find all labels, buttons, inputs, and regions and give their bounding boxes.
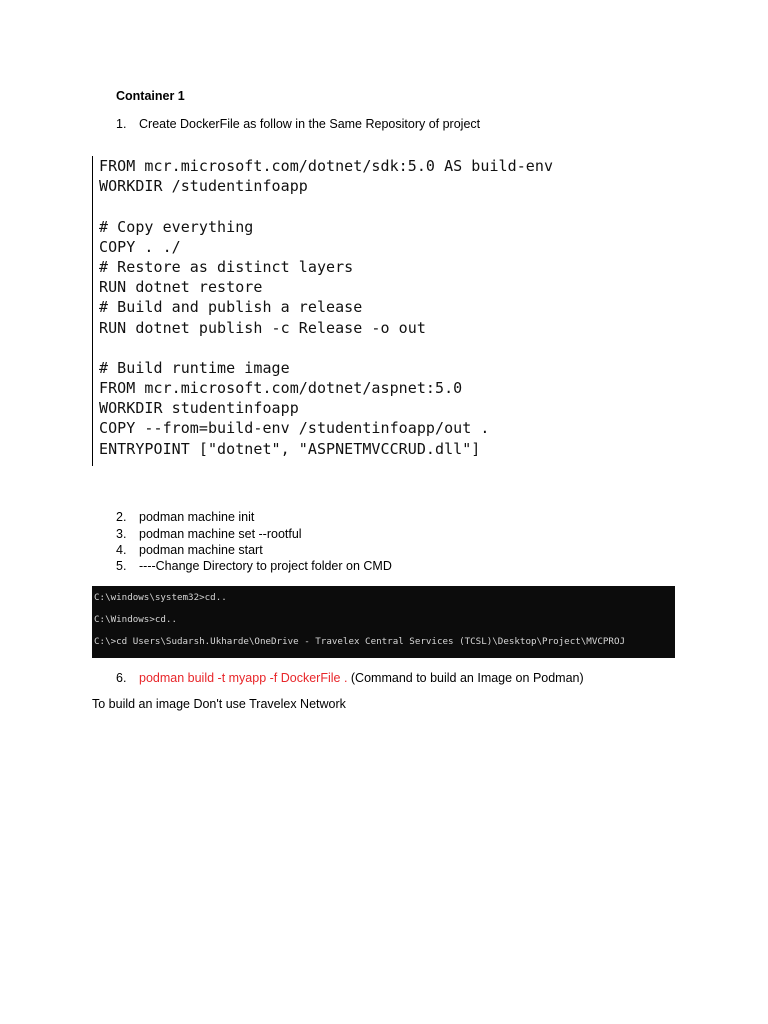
code-line: WORKDIR studentinfoapp <box>99 399 299 418</box>
code-line: RUN dotnet publish -c Release -o out <box>99 318 426 337</box>
step-number: 6. <box>116 671 127 685</box>
code-line: WORKDIR /studentinfoapp <box>99 177 308 196</box>
step-number: 1. <box>116 117 127 131</box>
podman-build-command: podman build -t myapp -f DockerFile . <box>139 671 348 685</box>
code-line: # Build and publish a release <box>99 298 363 317</box>
terminal-line: C:\Windows>cd.. <box>94 614 177 625</box>
step-number: 5. <box>116 559 127 573</box>
code-line: # Build runtime image <box>99 358 290 377</box>
step-text: podman machine set --rootful <box>139 527 302 541</box>
step-2 <box>116 509 254 525</box>
step-6 <box>116 670 584 686</box>
code-line: COPY --from=build-env /studentinfoapp/out . <box>99 419 490 438</box>
code-line: FROM mcr.microsoft.com/dotnet/sdk:5.0 AS build-env <box>99 157 554 175</box>
step-text: podman machine start <box>139 543 263 557</box>
code-line: # Restore as distinct layers <box>99 257 354 276</box>
code-line <box>99 196 652 216</box>
code-line <box>99 338 652 358</box>
step-text: ----Change Directory to project folder on CMD <box>139 559 392 573</box>
step-1 <box>116 116 480 132</box>
step-description: (Command to build an Image on Podman) <box>347 671 584 685</box>
step-number: 2. <box>116 510 127 524</box>
cmd-terminal-screenshot <box>92 586 675 658</box>
code-line: ENTRYPOINT ["dotnet", "ASPNETMVCCRUD.dll"] <box>99 439 481 458</box>
step-3 <box>116 526 302 542</box>
network-note: To build an image Don't use Travelex Network <box>92 697 346 711</box>
code-line: COPY . ./ <box>99 237 181 256</box>
step-number: 3. <box>116 527 127 541</box>
terminal-line: C:\>cd Users\Sudarsh.Ukharde\OneDrive - Travelex Central Services (TCSL)\Desktop\Project\MVCPROJ <box>94 636 626 647</box>
code-line: FROM mcr.microsoft.com/dotnet/aspnet:5.0 <box>99 379 463 398</box>
step-text: podman machine init <box>139 510 255 524</box>
code-line: RUN dotnet restore <box>99 278 263 297</box>
section-heading: Container 1 <box>116 89 185 103</box>
code-line: # Copy everything <box>99 217 254 236</box>
step-text: Create DockerFile as follow in the Same Repository of project <box>139 117 481 131</box>
terminal-line: C:\windows\system32>cd.. <box>94 592 227 603</box>
step-4 <box>116 542 263 558</box>
step-number: 4. <box>116 543 127 557</box>
step-5 <box>116 558 392 574</box>
dockerfile-code-block <box>92 156 652 466</box>
